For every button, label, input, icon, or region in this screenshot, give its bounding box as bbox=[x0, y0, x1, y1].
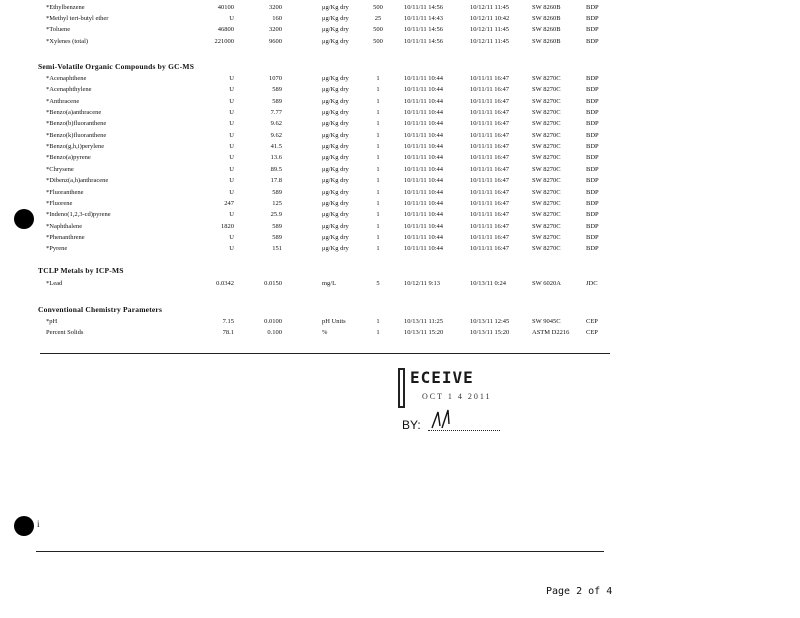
cell-mrl: 17.8 bbox=[270, 177, 282, 185]
cell-method: SW 9045C bbox=[532, 318, 561, 325]
cell-units: μg/Kg dry bbox=[322, 131, 349, 139]
cell-mrl: 25.9 bbox=[270, 211, 282, 219]
cell-analyzed: 10/12/11 11:45 bbox=[470, 26, 510, 34]
cell-mrl: 41.5 bbox=[270, 143, 282, 151]
cell-prepared: 10/11/11 14:56 bbox=[404, 4, 444, 11]
cell-analyst: BDP bbox=[586, 120, 599, 128]
cell-prepared: 10/11/11 10:44 bbox=[404, 143, 444, 151]
cell-dil: 1 bbox=[376, 199, 380, 207]
cell-analyte: *Pyrene bbox=[46, 245, 68, 253]
cell-dil: 1 bbox=[376, 222, 380, 230]
cell-mrl: 9.62 bbox=[270, 131, 282, 139]
cell-analyzed: 10/11/11 16:47 bbox=[470, 86, 510, 94]
cell-analyzed: 10/11/11 16:47 bbox=[470, 211, 510, 219]
cell-mrl: 7.77 bbox=[270, 109, 282, 117]
cell-analyte: *Benzo(a)pyrene bbox=[46, 154, 91, 162]
cell-units: μg/Kg dry bbox=[322, 165, 349, 173]
cell-result: 78.1 bbox=[222, 329, 234, 336]
cell-analyzed: 10/11/11 16:47 bbox=[470, 109, 510, 117]
cell-dil: 1 bbox=[376, 329, 380, 336]
cell-analyte: *Acenaphthylene bbox=[46, 86, 92, 94]
cell-result: U bbox=[229, 15, 234, 23]
cell-dil: 1 bbox=[376, 86, 380, 94]
cell-analyzed: 10/11/11 16:47 bbox=[470, 120, 510, 128]
cell-analyzed: 10/11/11 16:47 bbox=[470, 97, 510, 105]
stamp-initials-signature bbox=[428, 408, 458, 430]
cell-result: U bbox=[229, 120, 234, 128]
cell-analyst: JDC bbox=[586, 280, 598, 287]
cell-dil: 25 bbox=[374, 15, 382, 23]
cell-mrl: 0.100 bbox=[267, 329, 282, 336]
cell-analyst: BDP bbox=[586, 75, 599, 82]
cell-analyst: BDP bbox=[586, 86, 599, 94]
cell-dil: 5 bbox=[376, 280, 380, 287]
tclp-section-title: TCLP Metals by ICP-MS bbox=[38, 266, 124, 275]
cell-units: μg/Kg dry bbox=[322, 177, 349, 185]
cell-prepared: 10/11/11 10:44 bbox=[404, 245, 444, 253]
cell-result: U bbox=[229, 245, 234, 253]
cell-analyte: *Benzo(g,h,i)perylene bbox=[46, 143, 105, 151]
cell-analyzed: 10/12/11 11:45 bbox=[470, 37, 510, 45]
table-row bbox=[0, 118, 800, 129]
cell-units: pH Units bbox=[322, 318, 346, 325]
cell-units: μg/Kg dry bbox=[322, 4, 349, 11]
cell-analyte: *Naphthalene bbox=[46, 222, 83, 230]
cell-analyte: *Chrysene bbox=[46, 165, 74, 173]
cell-units: μg/Kg dry bbox=[322, 75, 349, 82]
cell-mrl: 0.0150 bbox=[264, 280, 282, 287]
cell-prepared: 10/11/11 10:44 bbox=[404, 75, 444, 82]
cell-result: U bbox=[229, 131, 234, 139]
cell-result: 247 bbox=[224, 199, 234, 207]
cell-prepared: 10/13/11 15:20 bbox=[404, 329, 444, 336]
cell-units: μg/Kg dry bbox=[322, 245, 349, 253]
cell-method: SW 8270C bbox=[532, 143, 561, 151]
cell-prepared: 10/11/11 10:44 bbox=[404, 131, 444, 139]
cell-prepared: 10/11/11 10:44 bbox=[404, 222, 444, 230]
cell-prepared: 10/11/11 14:56 bbox=[404, 37, 444, 45]
cell-units: μg/Kg dry bbox=[322, 109, 349, 117]
cell-units: μg/Kg dry bbox=[322, 154, 349, 162]
cell-units: μg/Kg dry bbox=[322, 188, 349, 196]
cell-analyst: BDP bbox=[586, 26, 599, 34]
cell-analyzed: 10/13/11 15:20 bbox=[470, 329, 510, 336]
stamp-date: OCT 1 4 2011 bbox=[422, 392, 492, 401]
cell-prepared: 10/13/11 11:25 bbox=[404, 318, 444, 325]
cell-units: μg/Kg dry bbox=[322, 37, 349, 45]
cell-analyte: *Fluoranthene bbox=[46, 188, 84, 196]
table-row bbox=[0, 278, 800, 289]
cell-analyte: *Benzo(b)fluoranthene bbox=[46, 120, 107, 128]
cell-result: U bbox=[229, 75, 234, 82]
cell-analyte: *Fluorene bbox=[46, 199, 73, 207]
cell-analyst: CEP bbox=[586, 318, 598, 325]
cell-result: 1820 bbox=[221, 222, 234, 230]
cell-prepared: 10/11/11 10:44 bbox=[404, 177, 444, 185]
cell-analyte: *Dibenz(a,h)anthracene bbox=[46, 177, 109, 185]
cell-prepared: 10/11/11 10:44 bbox=[404, 86, 444, 94]
cell-analyst: BDP bbox=[586, 177, 599, 185]
table-row bbox=[0, 84, 800, 95]
cell-analyst: BDP bbox=[586, 245, 599, 253]
cell-method: SW 8260B bbox=[532, 37, 561, 45]
cell-analyst: BDP bbox=[586, 188, 599, 196]
table-row bbox=[0, 130, 800, 141]
table-row bbox=[0, 316, 800, 327]
cell-prepared: 10/11/11 14:56 bbox=[404, 26, 444, 34]
cell-mrl: 589 bbox=[272, 233, 282, 241]
punch-hole-top bbox=[14, 209, 34, 229]
cell-mrl: 3200 bbox=[269, 4, 282, 11]
cell-analyzed: 10/13/11 12:45 bbox=[470, 318, 510, 325]
cell-analyte: *Benzo(a)anthracene bbox=[46, 109, 102, 117]
table-row bbox=[0, 96, 800, 107]
cell-result: U bbox=[229, 188, 234, 196]
cell-analyzed: 10/11/11 16:47 bbox=[470, 245, 510, 253]
cell-dil: 1 bbox=[376, 245, 380, 253]
cell-method: SW 8270C bbox=[532, 154, 561, 162]
cell-mrl: 589 bbox=[272, 188, 282, 196]
table-row bbox=[0, 107, 800, 118]
stamp-bracket bbox=[398, 368, 405, 408]
cell-analyte: *Benzo(k)fluoranthene bbox=[46, 131, 107, 139]
stamp-signature-line bbox=[428, 430, 500, 431]
cell-result: U bbox=[229, 143, 234, 151]
cell-analyzed: 10/11/11 16:47 bbox=[470, 75, 510, 82]
cell-method: SW 8270C bbox=[532, 233, 561, 241]
cell-units: μg/Kg dry bbox=[322, 97, 349, 105]
cell-result: U bbox=[229, 165, 234, 173]
cell-method: SW 8270C bbox=[532, 86, 561, 94]
cell-prepared: 10/11/11 10:44 bbox=[404, 165, 444, 173]
cell-analyzed: 10/11/11 16:47 bbox=[470, 188, 510, 196]
cell-prepared: 10/12/11 9:13 bbox=[404, 280, 441, 287]
table-row bbox=[0, 175, 800, 186]
cell-analyst: BDP bbox=[586, 199, 599, 207]
table-row bbox=[0, 243, 800, 254]
table-row bbox=[0, 152, 800, 163]
footer-rule bbox=[36, 551, 604, 552]
cell-prepared: 10/11/11 10:44 bbox=[404, 120, 444, 128]
margin-mark: i bbox=[37, 519, 40, 529]
cell-method: SW 8270C bbox=[532, 211, 561, 219]
cell-units: μg/Kg dry bbox=[322, 120, 349, 128]
cell-analyte: *Acenaphthene bbox=[46, 75, 87, 82]
cell-mrl: 0.0100 bbox=[264, 318, 282, 325]
cell-prepared: 10/11/11 10:44 bbox=[404, 109, 444, 117]
cell-analyst: BDP bbox=[586, 15, 599, 23]
cell-analyzed: 10/12/11 10:42 bbox=[470, 15, 510, 23]
cell-mrl: 589 bbox=[272, 222, 282, 230]
cell-analyzed: 10/12/11 11:45 bbox=[470, 4, 510, 11]
cell-method: SW 8270C bbox=[532, 75, 561, 82]
cell-prepared: 10/11/11 14:43 bbox=[404, 15, 444, 23]
cell-dil: 1 bbox=[376, 109, 380, 117]
cell-analyzed: 10/11/11 16:47 bbox=[470, 154, 510, 162]
cell-analyte: *Lead bbox=[46, 280, 63, 287]
table-row bbox=[0, 36, 800, 47]
cell-dil: 1 bbox=[376, 75, 380, 82]
cell-analyzed: 10/11/11 16:47 bbox=[470, 199, 510, 207]
table-row bbox=[0, 141, 800, 152]
cell-method: SW 8270C bbox=[532, 188, 561, 196]
cell-method: SW 8260B bbox=[532, 26, 561, 34]
cell-result: 0.0342 bbox=[216, 280, 234, 287]
cell-method: SW 8270C bbox=[532, 97, 561, 105]
cell-units: μg/Kg dry bbox=[322, 233, 349, 241]
cell-units: μg/Kg dry bbox=[322, 222, 349, 230]
table-row bbox=[0, 232, 800, 243]
cell-analyte: *Toluene bbox=[46, 26, 71, 34]
cell-analyst: BDP bbox=[586, 211, 599, 219]
punch-hole-bottom bbox=[14, 516, 34, 536]
table-row bbox=[0, 73, 800, 84]
cell-units: μg/Kg dry bbox=[322, 86, 349, 94]
cell-method: SW 8270C bbox=[532, 109, 561, 117]
table-row bbox=[0, 327, 800, 338]
cell-mrl: 9.62 bbox=[270, 120, 282, 128]
cell-units: μg/Kg dry bbox=[322, 143, 349, 151]
svoc-section-title: Semi-Volatile Organic Compounds by GC-MS bbox=[38, 62, 195, 71]
cell-analyte: Percent Solids bbox=[46, 329, 84, 336]
cell-result: U bbox=[229, 154, 234, 162]
table-row bbox=[0, 209, 800, 220]
cell-analyte: *Xylenes (total) bbox=[46, 37, 89, 45]
table-row bbox=[0, 221, 800, 232]
cell-mrl: 3200 bbox=[269, 26, 282, 34]
cell-units: μg/Kg dry bbox=[322, 15, 349, 23]
cell-analyte: *Indeno(1,2,3-cd)pyrene bbox=[46, 211, 111, 219]
cell-units: μg/Kg dry bbox=[322, 211, 349, 219]
cell-result: 7.15 bbox=[222, 318, 234, 325]
cell-analyzed: 10/11/11 16:47 bbox=[470, 143, 510, 151]
cell-mrl: 89.5 bbox=[270, 165, 282, 173]
cell-mrl: 125 bbox=[272, 199, 282, 207]
cell-analyte: *pH bbox=[46, 318, 58, 325]
cell-method: SW 8270C bbox=[532, 131, 561, 139]
cell-prepared: 10/11/11 10:44 bbox=[404, 97, 444, 105]
cell-units: μg/Kg dry bbox=[322, 199, 349, 207]
cell-analyst: BDP bbox=[586, 37, 599, 45]
cell-analyst: BDP bbox=[586, 4, 599, 11]
cell-analyst: BDP bbox=[586, 165, 599, 173]
cell-result: 40100 bbox=[217, 4, 234, 11]
cell-dil: 1 bbox=[376, 131, 380, 139]
cell-analyst: BDP bbox=[586, 222, 599, 230]
table-row bbox=[0, 198, 800, 209]
cell-method: SW 8270C bbox=[532, 165, 561, 173]
cell-dil: 1 bbox=[376, 97, 380, 105]
table-row bbox=[0, 13, 800, 24]
cell-dil: 1 bbox=[376, 177, 380, 185]
stamp-received-text: ECEIVE bbox=[410, 368, 474, 387]
cell-mrl: 160 bbox=[272, 15, 282, 23]
cell-analyst: CEP bbox=[586, 329, 598, 336]
cell-analyzed: 10/13/11 0:24 bbox=[470, 280, 507, 287]
cell-units: % bbox=[322, 329, 328, 336]
cell-mrl: 589 bbox=[272, 97, 282, 105]
cell-result: U bbox=[229, 97, 234, 105]
cell-dil: 1 bbox=[376, 154, 380, 162]
cell-dil: 1 bbox=[376, 165, 380, 173]
cell-method: ASTM D2216 bbox=[532, 329, 570, 336]
stamp-by-label: BY: bbox=[402, 418, 421, 432]
cell-prepared: 10/11/11 10:44 bbox=[404, 211, 444, 219]
cell-analyte: *Anthracene bbox=[46, 97, 80, 105]
cell-mrl: 589 bbox=[272, 86, 282, 94]
cell-result: U bbox=[229, 86, 234, 94]
cell-dil: 500 bbox=[373, 37, 383, 45]
cell-analyst: BDP bbox=[586, 131, 599, 139]
table-row bbox=[0, 24, 800, 35]
page-number: Page 2 of 4 bbox=[546, 586, 613, 597]
cell-method: SW 8260B bbox=[532, 15, 561, 23]
cell-method: SW 6020A bbox=[532, 280, 561, 287]
cell-prepared: 10/11/11 10:44 bbox=[404, 199, 444, 207]
cell-mrl: 151 bbox=[272, 245, 282, 253]
cell-units: μg/Kg dry bbox=[322, 26, 349, 34]
cell-analyzed: 10/11/11 16:47 bbox=[470, 222, 510, 230]
cell-analyst: BDP bbox=[586, 154, 599, 162]
cell-dil: 1 bbox=[376, 318, 380, 325]
table-row bbox=[0, 164, 800, 175]
table-row bbox=[0, 187, 800, 198]
cell-mrl: 1070 bbox=[269, 75, 282, 82]
cell-analyst: BDP bbox=[586, 233, 599, 241]
cell-analyst: BDP bbox=[586, 97, 599, 105]
cell-dil: 1 bbox=[376, 233, 380, 241]
cell-units: mg/L bbox=[322, 280, 337, 287]
cell-analyte: *Ethylbenzene bbox=[46, 4, 85, 11]
cell-method: SW 8260B bbox=[532, 4, 561, 11]
cell-result: U bbox=[229, 233, 234, 241]
cell-prepared: 10/11/11 10:44 bbox=[404, 188, 444, 196]
cell-result: U bbox=[229, 211, 234, 219]
cell-method: SW 8270C bbox=[532, 222, 561, 230]
cell-prepared: 10/11/11 10:44 bbox=[404, 154, 444, 162]
cell-dil: 1 bbox=[376, 143, 380, 151]
cell-dil: 1 bbox=[376, 188, 380, 196]
cell-dil: 1 bbox=[376, 120, 380, 128]
cell-dil: 500 bbox=[373, 26, 383, 34]
cell-method: SW 8270C bbox=[532, 199, 561, 207]
cell-result: U bbox=[229, 109, 234, 117]
cell-mrl: 13.6 bbox=[270, 154, 282, 162]
cell-method: SW 8270C bbox=[532, 245, 561, 253]
cell-method: SW 8270C bbox=[532, 177, 561, 185]
cell-analyzed: 10/11/11 16:47 bbox=[470, 233, 510, 241]
cell-analyst: BDP bbox=[586, 143, 599, 151]
cell-method: SW 8270C bbox=[532, 120, 561, 128]
cell-result: U bbox=[229, 177, 234, 185]
cell-analyst: BDP bbox=[586, 109, 599, 117]
cell-result: 46800 bbox=[217, 26, 234, 34]
table-row bbox=[0, 2, 800, 13]
cell-prepared: 10/11/11 10:44 bbox=[404, 233, 444, 241]
cell-analyzed: 10/11/11 16:47 bbox=[470, 165, 510, 173]
cell-dil: 500 bbox=[373, 4, 383, 11]
cell-dil: 1 bbox=[376, 211, 380, 219]
cell-analyte: *Phenanthrene bbox=[46, 233, 85, 241]
cell-mrl: 9600 bbox=[269, 37, 282, 45]
cell-analyzed: 10/11/11 16:47 bbox=[470, 177, 510, 185]
cell-analyte: *Methyl tert-butyl ether bbox=[46, 15, 109, 23]
conventional-section-title: Conventional Chemistry Parameters bbox=[38, 305, 163, 314]
cell-analyzed: 10/11/11 16:47 bbox=[470, 131, 510, 139]
table-end-rule bbox=[40, 353, 610, 354]
cell-result: 221000 bbox=[214, 37, 234, 45]
